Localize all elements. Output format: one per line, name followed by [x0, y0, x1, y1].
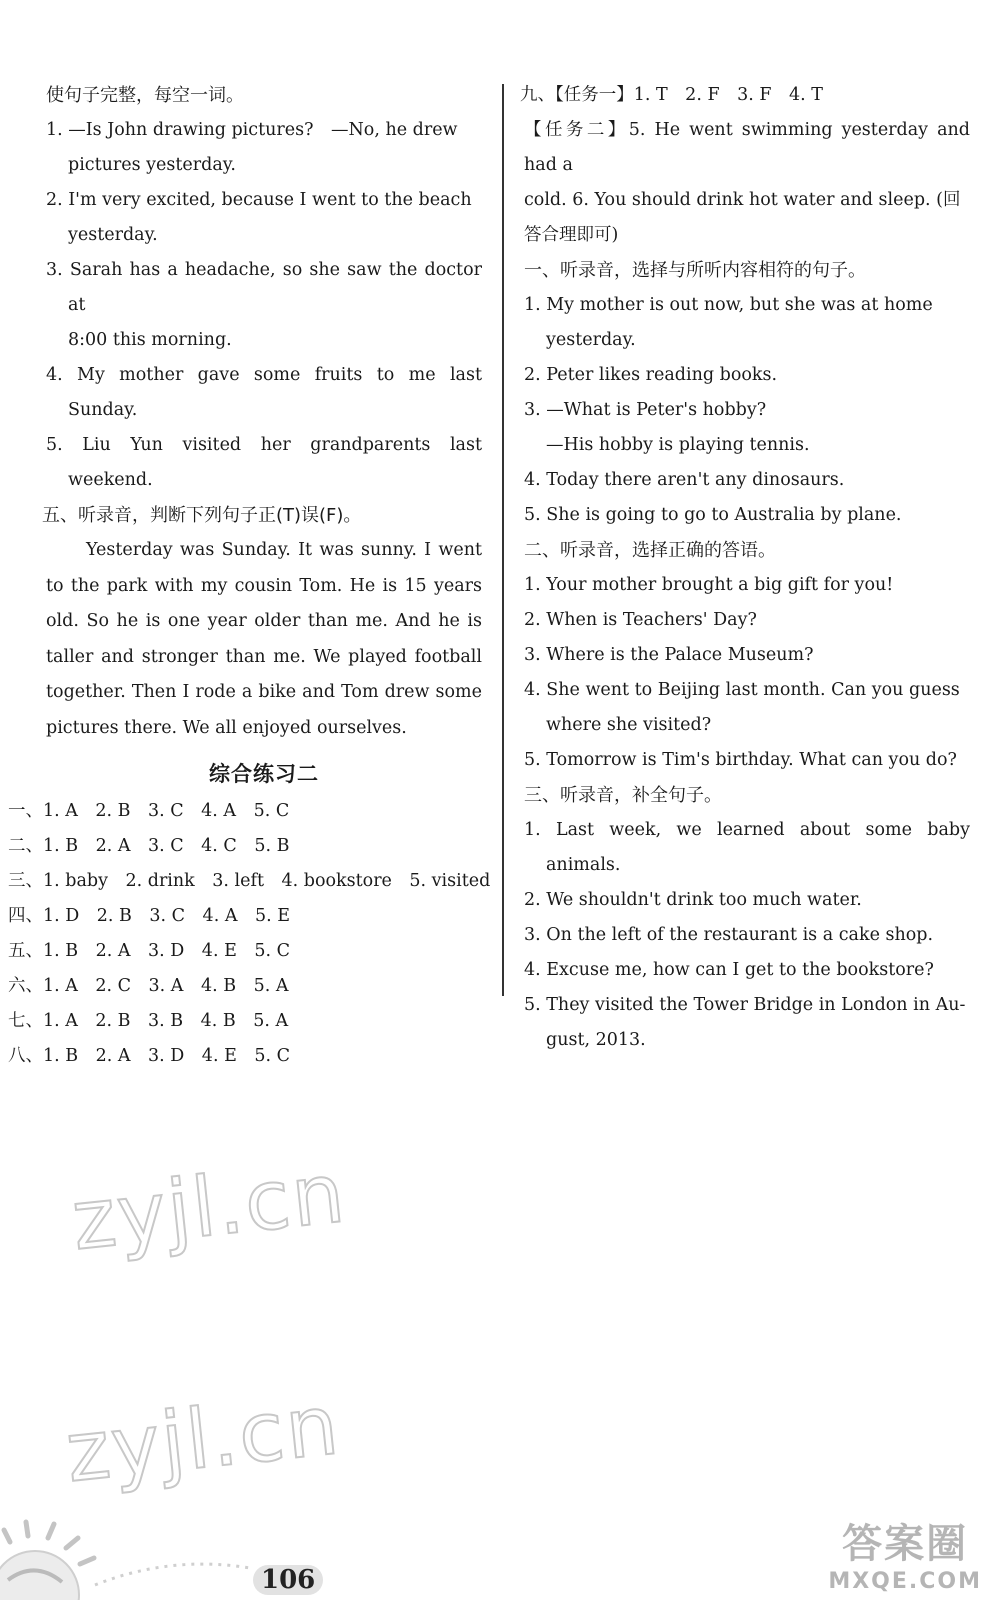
column-divider [502, 84, 504, 996]
list-item: 3. Where is the Palace Museum? [524, 645, 814, 665]
listening-1-heading: 一、听录音，选择与所听内容相符的句子。 [524, 260, 866, 281]
list-item: 2. When is Teachers' Day? [524, 610, 757, 630]
list-item: 4. My mother gave some fruits to me last Sunday. [46, 365, 482, 420]
logo-text: 答案圈 [842, 1521, 969, 1567]
intro-line: 使句子完整，每空一词。 [46, 85, 244, 106]
list-item: 4. Today there aren't any dinosaurs. [524, 470, 845, 490]
corner-logo [828, 1512, 982, 1594]
answer-row: 七、1. A 2. B 3. B 4. B 5. A [8, 1011, 289, 1031]
list-item: 5. Tomorrow is Tim's birthday. What can you do? [524, 750, 957, 770]
section-9-task1: 九、【任务一】1. T 2. F 3. F 4. T [520, 85, 823, 105]
listening-passage: Yesterday was Sunday. It was sunny. I went to the park with my cousin Tom. He is 15 years old. So he is one year older than me. And he is taller and stronger than me. We played football together. Then I rode a bike and Tom drew some pictures there. We all enjoyed ourselves. [46, 540, 482, 738]
list-item: 1. —Is John drawing pictures? —No, he drew pictures yesterday. [46, 120, 458, 175]
answer-row: 八、1. B 2. A 3. D 4. E 5. C [8, 1046, 290, 1066]
list-item: 4. She went to Beijing last month. Can you guess where she visited? [524, 680, 960, 735]
list-item: 4. Excuse me, how can I get to the bookstore? [524, 960, 934, 980]
watermark: zyjl.cn [67, 1145, 351, 1270]
list-item: 1. My mother is out now, but she was at home yesterday. [524, 295, 933, 350]
right-column [520, 78, 970, 1058]
logo-domain: MXQE.COM [828, 1569, 982, 1594]
list-item: 3. On the left of the restaurant is a cake shop. [524, 925, 934, 945]
list-item: 5. She is going to go to Australia by plane. [524, 505, 902, 525]
left-column [8, 78, 491, 1074]
answer-row: 二、1. B 2. A 3. C 4. C 5. B [8, 836, 290, 856]
answer-row: 五、1. B 2. A 3. D 4. E 5. C [8, 941, 290, 961]
section-title: 综合练习二 [209, 762, 319, 786]
list-item: 2. We shouldn't drink too much water. [524, 890, 862, 910]
list-item: 1. Your mother brought a big gift for you! [524, 575, 894, 595]
answer-row: 四、1. D 2. B 3. C 4. A 5. E [8, 906, 290, 926]
section-5-heading: 五、听录音，判断下列句子正(T)误(F)。 [42, 505, 362, 526]
listening-3-heading: 三、听录音，补全句子。 [524, 785, 722, 806]
section-4-items [46, 113, 482, 498]
list-item: 5. Liu Yun visited her grandparents last weekend. [46, 435, 482, 490]
list-item: 2. I'm very excited, because I went to the beach yesterday. [46, 190, 472, 245]
answer-list [8, 794, 491, 1074]
list-item: 5. They visited the Tower Bridge in London in Au- gust, 2013. [524, 995, 966, 1050]
listening-2-heading: 二、听录音，选择正确的答语。 [524, 540, 776, 561]
answer-row: 六、1. A 2. C 3. A 4. B 5. A [8, 976, 289, 996]
page-number: 106 [253, 1565, 323, 1595]
section-9-task2: 【任务二】5. He went swimming yesterday and had a cold. 6. You should drink hot water and sleep. (回 答合理即可) [524, 120, 970, 245]
watermark: zyjl.cn [61, 1377, 345, 1502]
list-item: 2. Peter likes reading books. [524, 365, 778, 385]
answer-row: 一、1. A 2. B 3. C 4. A 5. C [8, 801, 290, 821]
list-item: 1. Last week, we learned about some baby animals. [524, 820, 970, 875]
answer-row: 三、1. baby 2. drink 3. left 4. bookstore 5. visited [8, 871, 491, 891]
sun-decoration-icon [0, 1460, 250, 1600]
list-item: 3. Sarah has a headache, so she saw the doctor at 8:00 this morning. [46, 260, 482, 350]
list-item: 3. —What is Peter's hobby? —His hobby is playing tennis. [524, 400, 810, 455]
